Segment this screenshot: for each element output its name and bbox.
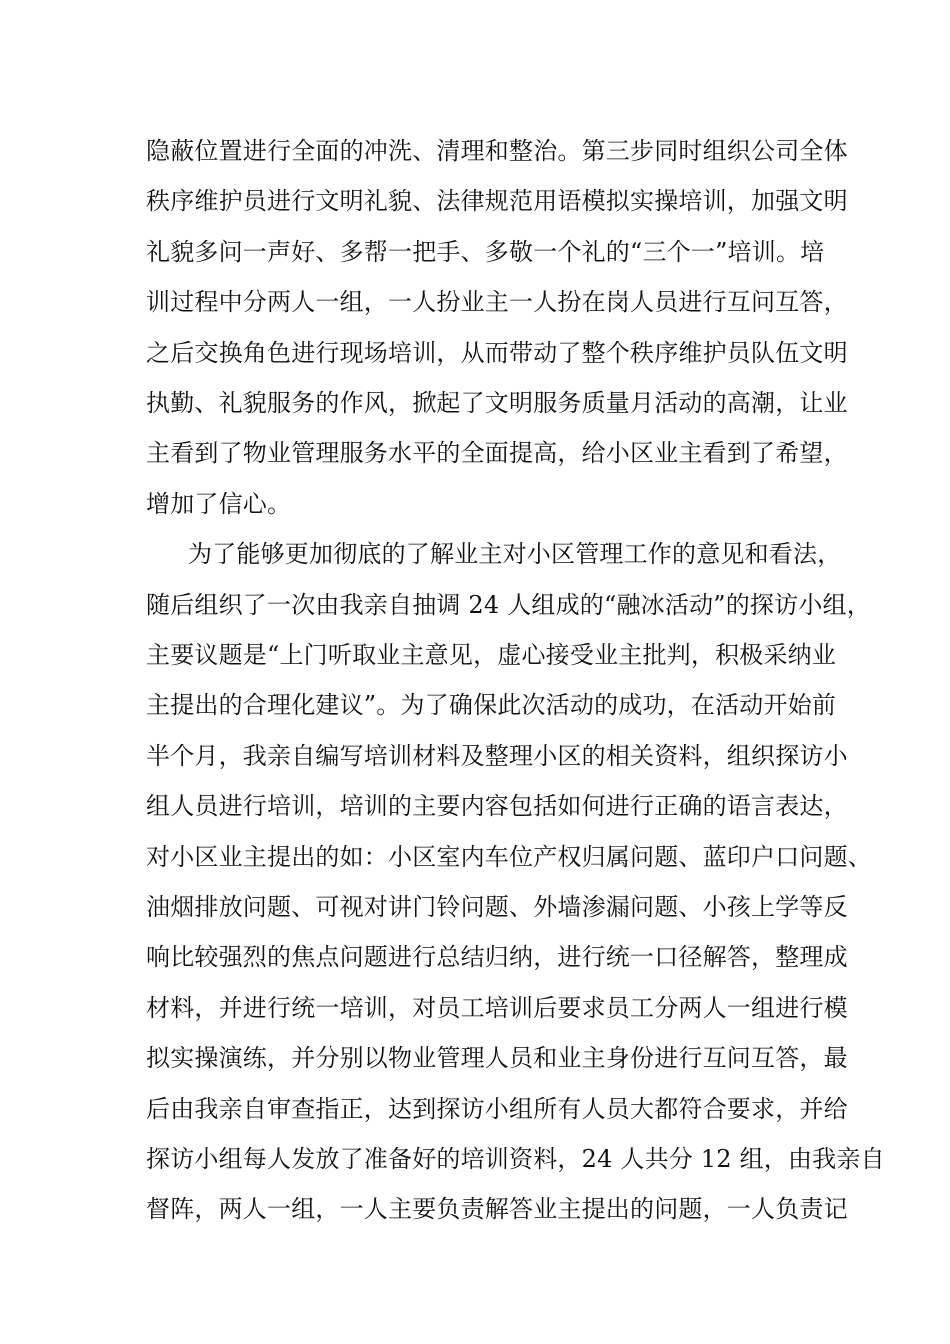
text-line: 半个月，我亲自编写培训材料及整理小区的相关资料，组织探访小	[146, 742, 848, 770]
text-line: 油烟排放问题、可视对讲门铃问题、外墙渗漏问题、小孩上学等反	[146, 893, 848, 921]
text-line: 督阵，两人一组，一人主要负责解答业主提出的问题，一人负责记	[146, 1195, 848, 1223]
text-line: 执勤、礼貌服务的作风，掀起了文明服务质量月活动的高潮，让业	[146, 389, 848, 417]
text-line: 礼貌多问一声好、多帮一把手、多敬一个礼的“三个一”培训。培	[146, 238, 825, 266]
text-line: 训过程中分两人一组，一人扮业主一人扮在岗人员进行互问互答，	[146, 288, 848, 316]
text-line: 主提出的合理化建议”。为了确保此次活动的成功，在活动开始前	[146, 691, 837, 719]
text-line: 拟实操演练，并分别以物业管理人员和业主身份进行互问互答，最	[146, 1044, 848, 1072]
text-line: 后由我亲自审查指正，达到探访小组所有人员大都符合要求，并给	[146, 1095, 848, 1123]
text-line: 材料，并进行统一培训，对员工培训后要求员工分两人一组进行模	[146, 994, 848, 1022]
text-line: 探访小组每人发放了准备好的培训资料，24 人共分 12 组，由我亲自	[146, 1145, 885, 1173]
text-line: 隐蔽位置进行全面的冲洗、清理和整治。第三步同时组织公司全体	[146, 137, 848, 165]
text-line: 增加了信心。	[146, 490, 292, 518]
text-line: 响比较强烈的焦点问题进行总结归纳，进行统一口径解答，整理成	[146, 943, 848, 971]
text-line: 之后交换角色进行现场培训，从而带动了整个秩序维护员队伍文明	[146, 339, 848, 367]
text-line: 秩序维护员进行文明礼貌、法律规范用语模拟实操培训，加强文明	[146, 187, 848, 215]
text-line: 对小区业主提出的如：小区室内车位产权归属问题、蓝印户口问题、	[146, 843, 872, 871]
text-line: 主要议题是“上门听取业主意见，虚心接受业主批判，积极采纳业	[146, 641, 837, 669]
text-line: 主看到了物业管理服务水平的全面提高，给小区业主看到了希望，	[146, 439, 848, 467]
paragraph-first-line: 为了能够更加彻底的了解业主对小区管理工作的意见和看法，	[188, 540, 842, 568]
text-line: 组人员进行培训，培训的主要内容包括如何进行正确的语言表达，	[146, 792, 848, 820]
text-line: 随后组织了一次由我亲自抽调 24 人组成的“融冰活动”的探访小组，	[146, 591, 871, 619]
